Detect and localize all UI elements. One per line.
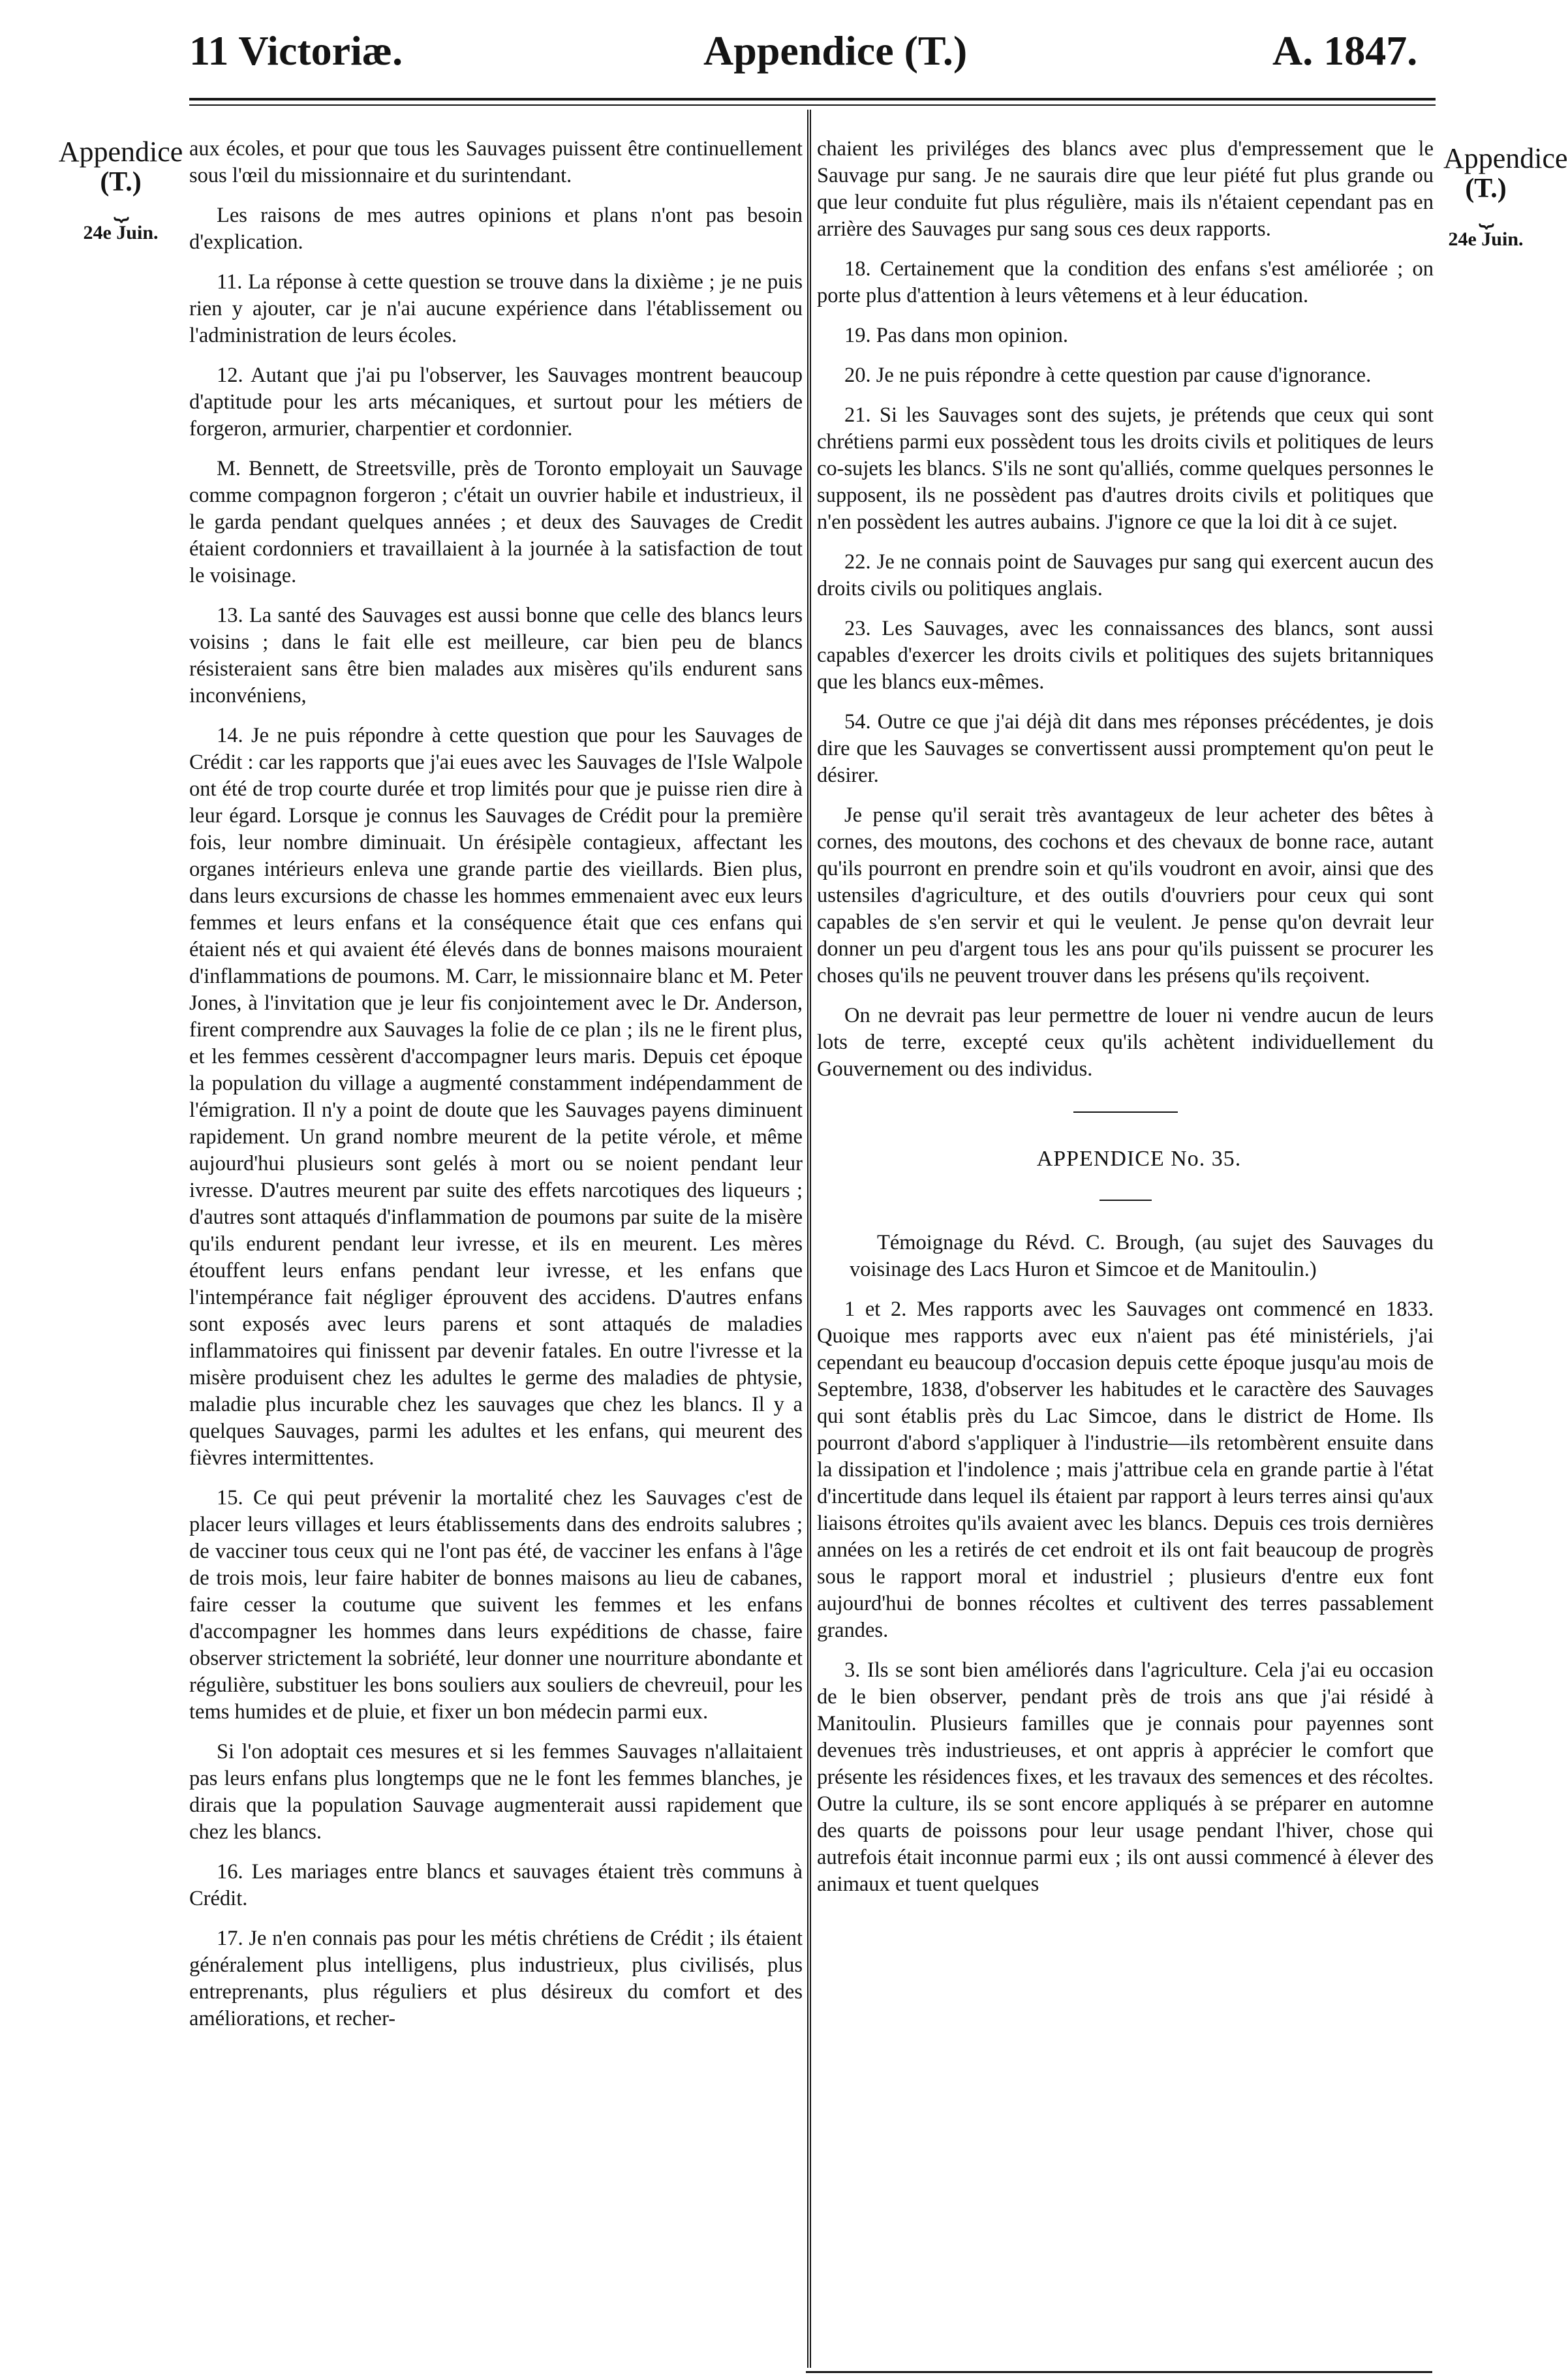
appendix-heading: APPENDICE No. 35. (1036, 1147, 1242, 1171)
right-column (817, 136, 1434, 1911)
margin-note-sub: (T.) (100, 167, 142, 197)
paragraph: 23. Les Sauvages, avec les connaissances des blancs, sont aussi capables d'exercer les droits civils et politiques des sujets britanniques que les blancs eux-mêmes. (817, 617, 1434, 694)
paragraph: 13. La santé des Sauvages est aussi bonne que celle des blancs leurs voisins ; dans le fait elle est meilleure, car bien peu de blancs résisteraient sans être bien malades aux misères qu'ils endurent sans inconvéniens, (189, 604, 803, 707)
paragraph: Je pense qu'il serait très avantageux de leur acheter des bêtes à cornes, des moutons, des cochons et des chevaux de bonne race, autant qu'ils pourront en prendre soin et qu'ils voudront en avoir, ainsi que des ustensiles d'agriculture, et des outils d'ouvriers pour ceux qui sont capables de s'en servir et qui le veulent. Je pense qu'on devrait leur donner un peu d'argent tous les ans pour qu'ils puissent se procurer les choses qu'ils ne peuvent trouver dans les présens qu'ils reçoivent. (817, 803, 1434, 987)
footer-rule (806, 2371, 1432, 2373)
paragraph: Les raisons de mes autres opinions et plans n'ont pas besoin d'explication. (189, 204, 803, 254)
margin-note-date: 24e Juin. (83, 222, 159, 243)
paragraph: 14. Je ne puis répondre à cette question que pour les Sauvages de Crédit : car les rapports que j'ai eues avec les Sauvages de l'Isle Walpole ont été de trop courte durée et trop limités pour que je puisse rien dire à leur égard. Lorsque je connus les Sauvages de Crédit pour la première fois, leur nombre diminuait. Un érésipèle contagieux, affectant les organes intérieurs enleva une grande partie des vieillards. Bien plus, dans leurs excursions de chasse les hommes emmenaient avec eux leurs femmes et leurs enfans et la conséquence était que ces enfans qui étaient nés et qui avaient été élevés dans de bonnes maisons mouraient d'inflammations de poumons. M. Carr, le missionnaire blanc et M. Peter Jones, à l'invitation que je leur fis conjointement avec le Dr. Anderson, firent comprendre aux Sauvages la folie de ce plan ; ils ne le firent plus, et les femmes cessèrent d'accompagner leurs maris. Depuis cet époque la population du village a augmenté constamment indépendamment de l'émigration. Il n'y a point de doute que les Sauvages payens diminuent rapidement. Un grand nombre meurent de la petite vérole, et même aujourd'hui plusieurs sont gelés à mort ou se noient pendant leur ivresse. D'autres meurent par suite des effets narcotiques des liqueurs ; d'autres sont attaqués d'inflammation de poumons par suite de la misère qu'ils endurent pendant leur ivresse, et ils en meurent. Les mères étouffent leurs enfans pendant leur ivresse, et les enfans que l'intempérance fait négliger éprouvent des accidens. D'autres enfans sont exposés avec leurs parens et sont attaqués de maladies inflammatoires qui finissent par devenir fatales. En outre l'ivresse et la misère produisent chez les adultes le germe des maladies de phtysie, maladie plus incurable chez les sauvages que chez les blancs. Il y a quelques Sauvages, parmi les adultes et les enfans, qui meurent des fièvres intermittentes. (189, 724, 803, 1470)
header-rule-thick (189, 98, 1436, 101)
paragraph: Si l'on adoptait ces mesures et si les femmes Sauvages n'allaitaient pas leurs enfans plus longtemps que ne le font les femmes blanches, je dirais que la population Sauvage augmenterait aussi rapidement que chez les blancs. (189, 1740, 803, 1844)
paragraph: 12. Autant que j'ai pu l'observer, les Sauvages montrent beaucoup d'aptitude pour les arts mécaniques, et surtout pour les métiers de forgeron, armurier, charpentier et cordonnier. (189, 364, 803, 441)
running-head-title: Appendice (T.) (703, 27, 968, 74)
margin-note-date: 24e Juin. (1448, 228, 1524, 250)
paragraph: 22. Je ne connais point de Sauvages pur sang qui exercent aucun des droits civils ou politiques anglais. (817, 550, 1434, 600)
paragraph: M. Bennett, de Streetsville, près de Toronto employait un Sauvage comme compagnon forgeron ; c'était un ouvrier habile et industrieux, il le garda pendant quelques années ; et deux des Sauvages de Credit étaient cordonniers et travaillaient à la journée à la satisfaction de tout le voisinage. (189, 457, 803, 587)
paragraph: chaient les priviléges des blancs avec plus d'empressement que le Sauvage pur sang. Je ne saurais dire que leur piété fut plus grande ou que leur conduite fut plus régulière, mais ils n'étaient cependant pas en arrière des Sauvages pur sang sous ces deux rapports. (817, 137, 1434, 241)
paragraph: 20. Je ne puis répondre à cette question par cause d'ignorance. (844, 364, 1372, 387)
paragraph: 18. Certainement que la condition des enfans s'est améliorée ; on porte plus d'attention à leurs vêtemens et à leur éducation. (817, 257, 1434, 307)
margin-note-sub: (T.) (1465, 174, 1507, 204)
left-margin-note (52, 137, 189, 248)
margin-brace-icon: ⏟ (1479, 198, 1493, 227)
paragraph: 3. Ils se sont bien améliorés dans l'agriculture. Cela j'ai eu occasion de le bien observer, pendant près de trois ans que j'ai résidé à Manitoulin. Plusieurs familles que je connais pour payennes sont devenues très industrieuses, et ont appris à apprécier le comfort que présente les résidences fixes, et les travaux des semences et des récoltes. Outre la culture, ils se sont encore appliqués à se préparer en automne des quarts de poissons pour leur usage pendant l'hiver, chose qui autrefois était inconnue parmi eux ; ils ont aussi commencé à élever des animaux et tuent quelques (817, 1658, 1434, 1896)
running-head-left: 11 Victoriæ. (189, 27, 403, 74)
margin-note-label: Appendice (1443, 142, 1568, 174)
paragraph: On ne devrait pas leur permettre de louer ni vendre aucun de leurs lots de terre, excepté ceux qu'ils achètent individuellement du Gouvernement ou des individus. (817, 1004, 1434, 1081)
paragraph: 16. Les mariages entre blancs et sauvages étaient très communs à Crédit. (189, 1860, 803, 1910)
margin-note-label: Appendice (58, 136, 183, 168)
paragraph: 1 et 2. Mes rapports avec les Sauvages ont commencé en 1833. Quoique mes rapports avec eux n'aient pas été ministériels, j'ai cependant eu beaucoup d'occasion depuis cette époque jusqu'au mois de Septembre, 1838, d'observer les habitudes et le caractère des Sauvages qui sont établis près du Lac Simcoe, dans le district de Home. Ils pourront d'abord s'appliquer à l'industrie—ils retombèrent ensuite dans la dissipation et l'indolence ; mais j'attribue cela en grande partie à l'état d'incertitude dans lequel ils étaient par rapport à leurs terres ainsi qu'aux liaisons étroites qu'ils avaient avec les blancs. Depuis ces trois dernières années on les a retirés de cet endroit et ils ont fait beaucoup de progrès sous le rapport moral et industriel ; plusieurs d'entre eux font aujourd'hui de bonnes récoltes et cultivent des terres passablement grandes. (817, 1297, 1434, 1642)
paragraph: 17. Je n'en connais pas pour les métis chrétiens de Crédit ; ils étaient généralement plus intelligens, plus industrieux, plus civilisés, plus entreprenants, plus réguliers et plus désireux du comfort et des améliorations, et recher- (189, 1927, 803, 2030)
left-column (189, 136, 803, 2045)
paragraph: 19. Pas dans mon opinion. (844, 324, 1069, 347)
section-separator (1073, 1111, 1178, 1113)
paragraph: 15. Ce qui peut prévenir la mortalité chez les Sauvages c'est de placer leurs villages et leurs établissements dans des endroits salubres ; de vacciner tous ceux qui ne l'ont pas été, de vacciner les enfans à l'âge de trois mois, leur faire habiter de bonnes maisons au lieu de cabanes, faire cesser la coutume que suivent les femmes et les enfans d'accompagner les hommes dans leurs expéditions de chasse, faire observer strictement la sobriété, leur donner une nourriture abondante et régulière, substituer les bons souliers aux souliers de chevreuil, pour les tems humides et de pluie, et fixer un bon médecin parmi eux. (189, 1486, 803, 1724)
section-separator-short (1099, 1200, 1152, 1201)
testimony-heading: Témoignage du Révd. C. Brough, (au sujet des Sauvages du voisinage des Lacs Huron et Simcoe et de Manitoulin.) (850, 1231, 1434, 1281)
header-rule-thin (189, 104, 1436, 106)
paragraph: aux écoles, et pour que tous les Sauvages puissent être continuellement sous l'œil du missionnaire et du surintendant. (189, 137, 803, 187)
margin-brace-icon: ⏟ (114, 191, 128, 221)
right-margin-note (1443, 142, 1568, 255)
paragraph: 54. Outre ce que j'ai déjà dit dans mes réponses précédentes, je dois dire que les Sauvages se convertissent aussi promptement qu'on peut le désirer. (817, 710, 1434, 787)
paragraph: 21. Si les Sauvages sont des sujets, je prétends que ceux qui sont chrétiens parmi eux possèdent tous les droits civils et politiques de leurs co-sujets les blancs. S'ils ne sont qu'alliés, comme quelques personnes le supposent, ils ne possèdent pas d'autres droits civils et politiques que n'en possèdent les autres aubains. J'ignore ce que la loi dit à ce sujet. (817, 403, 1434, 534)
running-head-year: A. 1847. (1272, 27, 1418, 74)
paragraph: 11. La réponse à cette question se trouve dans la dixième ; je ne puis rien y ajouter, car je n'ai aucune expérience dans l'établissement ou l'administration de leurs écoles. (189, 270, 803, 347)
column-divider (807, 110, 811, 2368)
